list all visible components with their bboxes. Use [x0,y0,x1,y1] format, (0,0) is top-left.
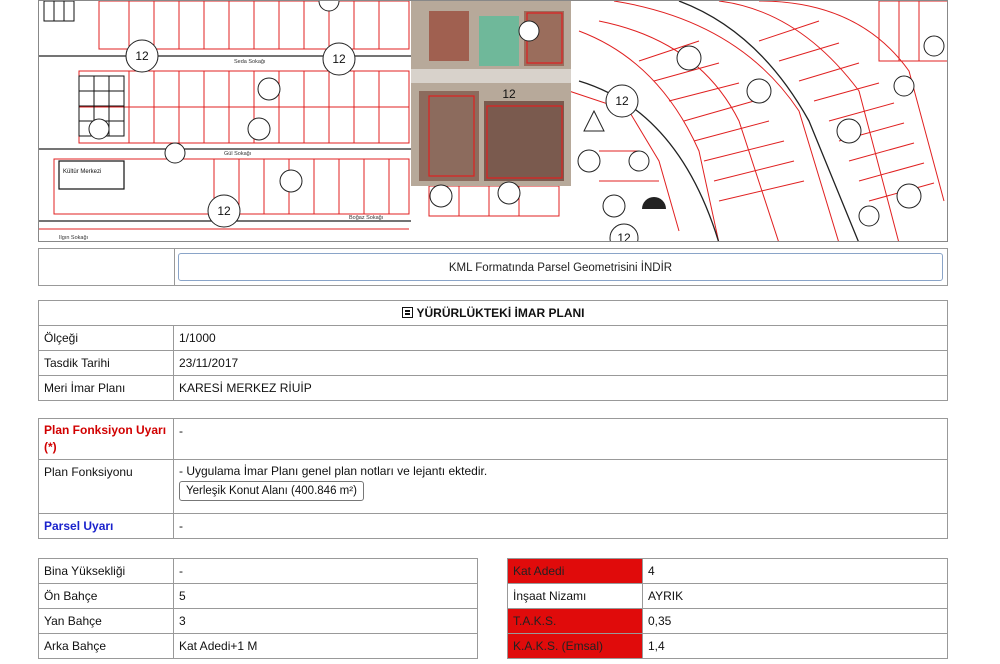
approval-date-value: 23/11/2017 [174,351,948,376]
table-row [39,584,478,609]
building-params-table [507,558,948,659]
plan-function-warning-value: - [174,419,948,460]
table-row [39,419,948,460]
taks-value: 0,35 [643,609,948,634]
imar-plan-header [39,301,948,326]
yard-table [38,558,478,659]
building-height-label: Bina Yüksekliği [39,559,174,584]
imar-plan-table [38,300,948,401]
plan-function-label: Plan Fonksiyonu [39,460,174,514]
parcel-map[interactable] [38,0,948,242]
map-street-1: Seda Sokağı [234,59,266,65]
list-icon [402,307,413,318]
table-row [508,634,948,659]
parcel-warning-value: - [174,514,948,539]
table-row [39,634,478,659]
table-row [508,559,948,584]
table-row [508,609,948,634]
residential-area-button[interactable]: Yerleşik Konut Alanı (400.846 m²) [179,481,364,501]
kml-row [38,248,948,286]
imar-plan-title: YÜRÜRLÜKTEKİ İMAR PLANI [416,306,585,320]
plan-function-table [38,418,948,539]
table-row [39,559,478,584]
table-row [39,609,478,634]
map-building-label: Kültür Merkezi [63,169,102,175]
plan-function-cell [174,460,948,514]
table-row [39,460,948,514]
floor-count-label: Kat Adedi [508,559,643,584]
approval-date-label: Tasdik Tarihi [39,351,174,376]
rear-yard-label: Arka Bahçe [39,634,174,659]
table-row [508,584,948,609]
rear-yard-value: Kat Adedi+1 M [174,634,478,659]
map-label-3: 12 [615,94,629,108]
map-label-4: 12 [217,204,231,218]
map-label-5: 12 [617,231,631,242]
map-canvas [39,1,948,242]
table-row [39,326,948,351]
construction-order-value: AYRIK [643,584,948,609]
map-label-1: 12 [135,49,149,63]
kml-row-spacer [39,249,175,285]
plan-name-label: Meri İmar Planı [39,376,174,401]
kaks-value: 1,4 [643,634,948,659]
map-label-2: 12 [332,52,346,66]
parcel-warning-label: Parsel Uyarı [39,514,174,539]
scale-value: 1/1000 [174,326,948,351]
front-yard-label: Ön Bahçe [39,584,174,609]
side-yard-label: Yan Bahçe [39,609,174,634]
plan-function-warning-label: Plan Fonksiyon Uyarı (*) [39,419,174,460]
map-street-3: Boğaz Sokağı [349,215,384,221]
floor-count-value: 4 [643,559,948,584]
scale-label: Ölçeği [39,326,174,351]
table-row [39,514,948,539]
taks-label: T.A.K.S. [508,609,643,634]
kml-download-button[interactable]: KML Formatında Parsel Geometrisini İNDİR [178,253,943,281]
plan-name-value: KARESİ MERKEZ RİUİP [174,376,948,401]
plan-function-note: - Uygulama İmar Planı genel plan notları ve lejantı ektedir. [179,464,488,478]
map-label-6: 12 [502,87,516,101]
side-yard-value: 3 [174,609,478,634]
building-height-value: - [174,559,478,584]
table-row [39,376,948,401]
construction-order-label: İnşaat Nizamı [508,584,643,609]
front-yard-value: 5 [174,584,478,609]
kaks-label: K.A.K.S. (Emsal) [508,634,643,659]
map-street-4: Ilgın Sokağı [59,235,89,241]
map-street-2: Gül Sokağı [224,151,252,157]
table-row [39,351,948,376]
